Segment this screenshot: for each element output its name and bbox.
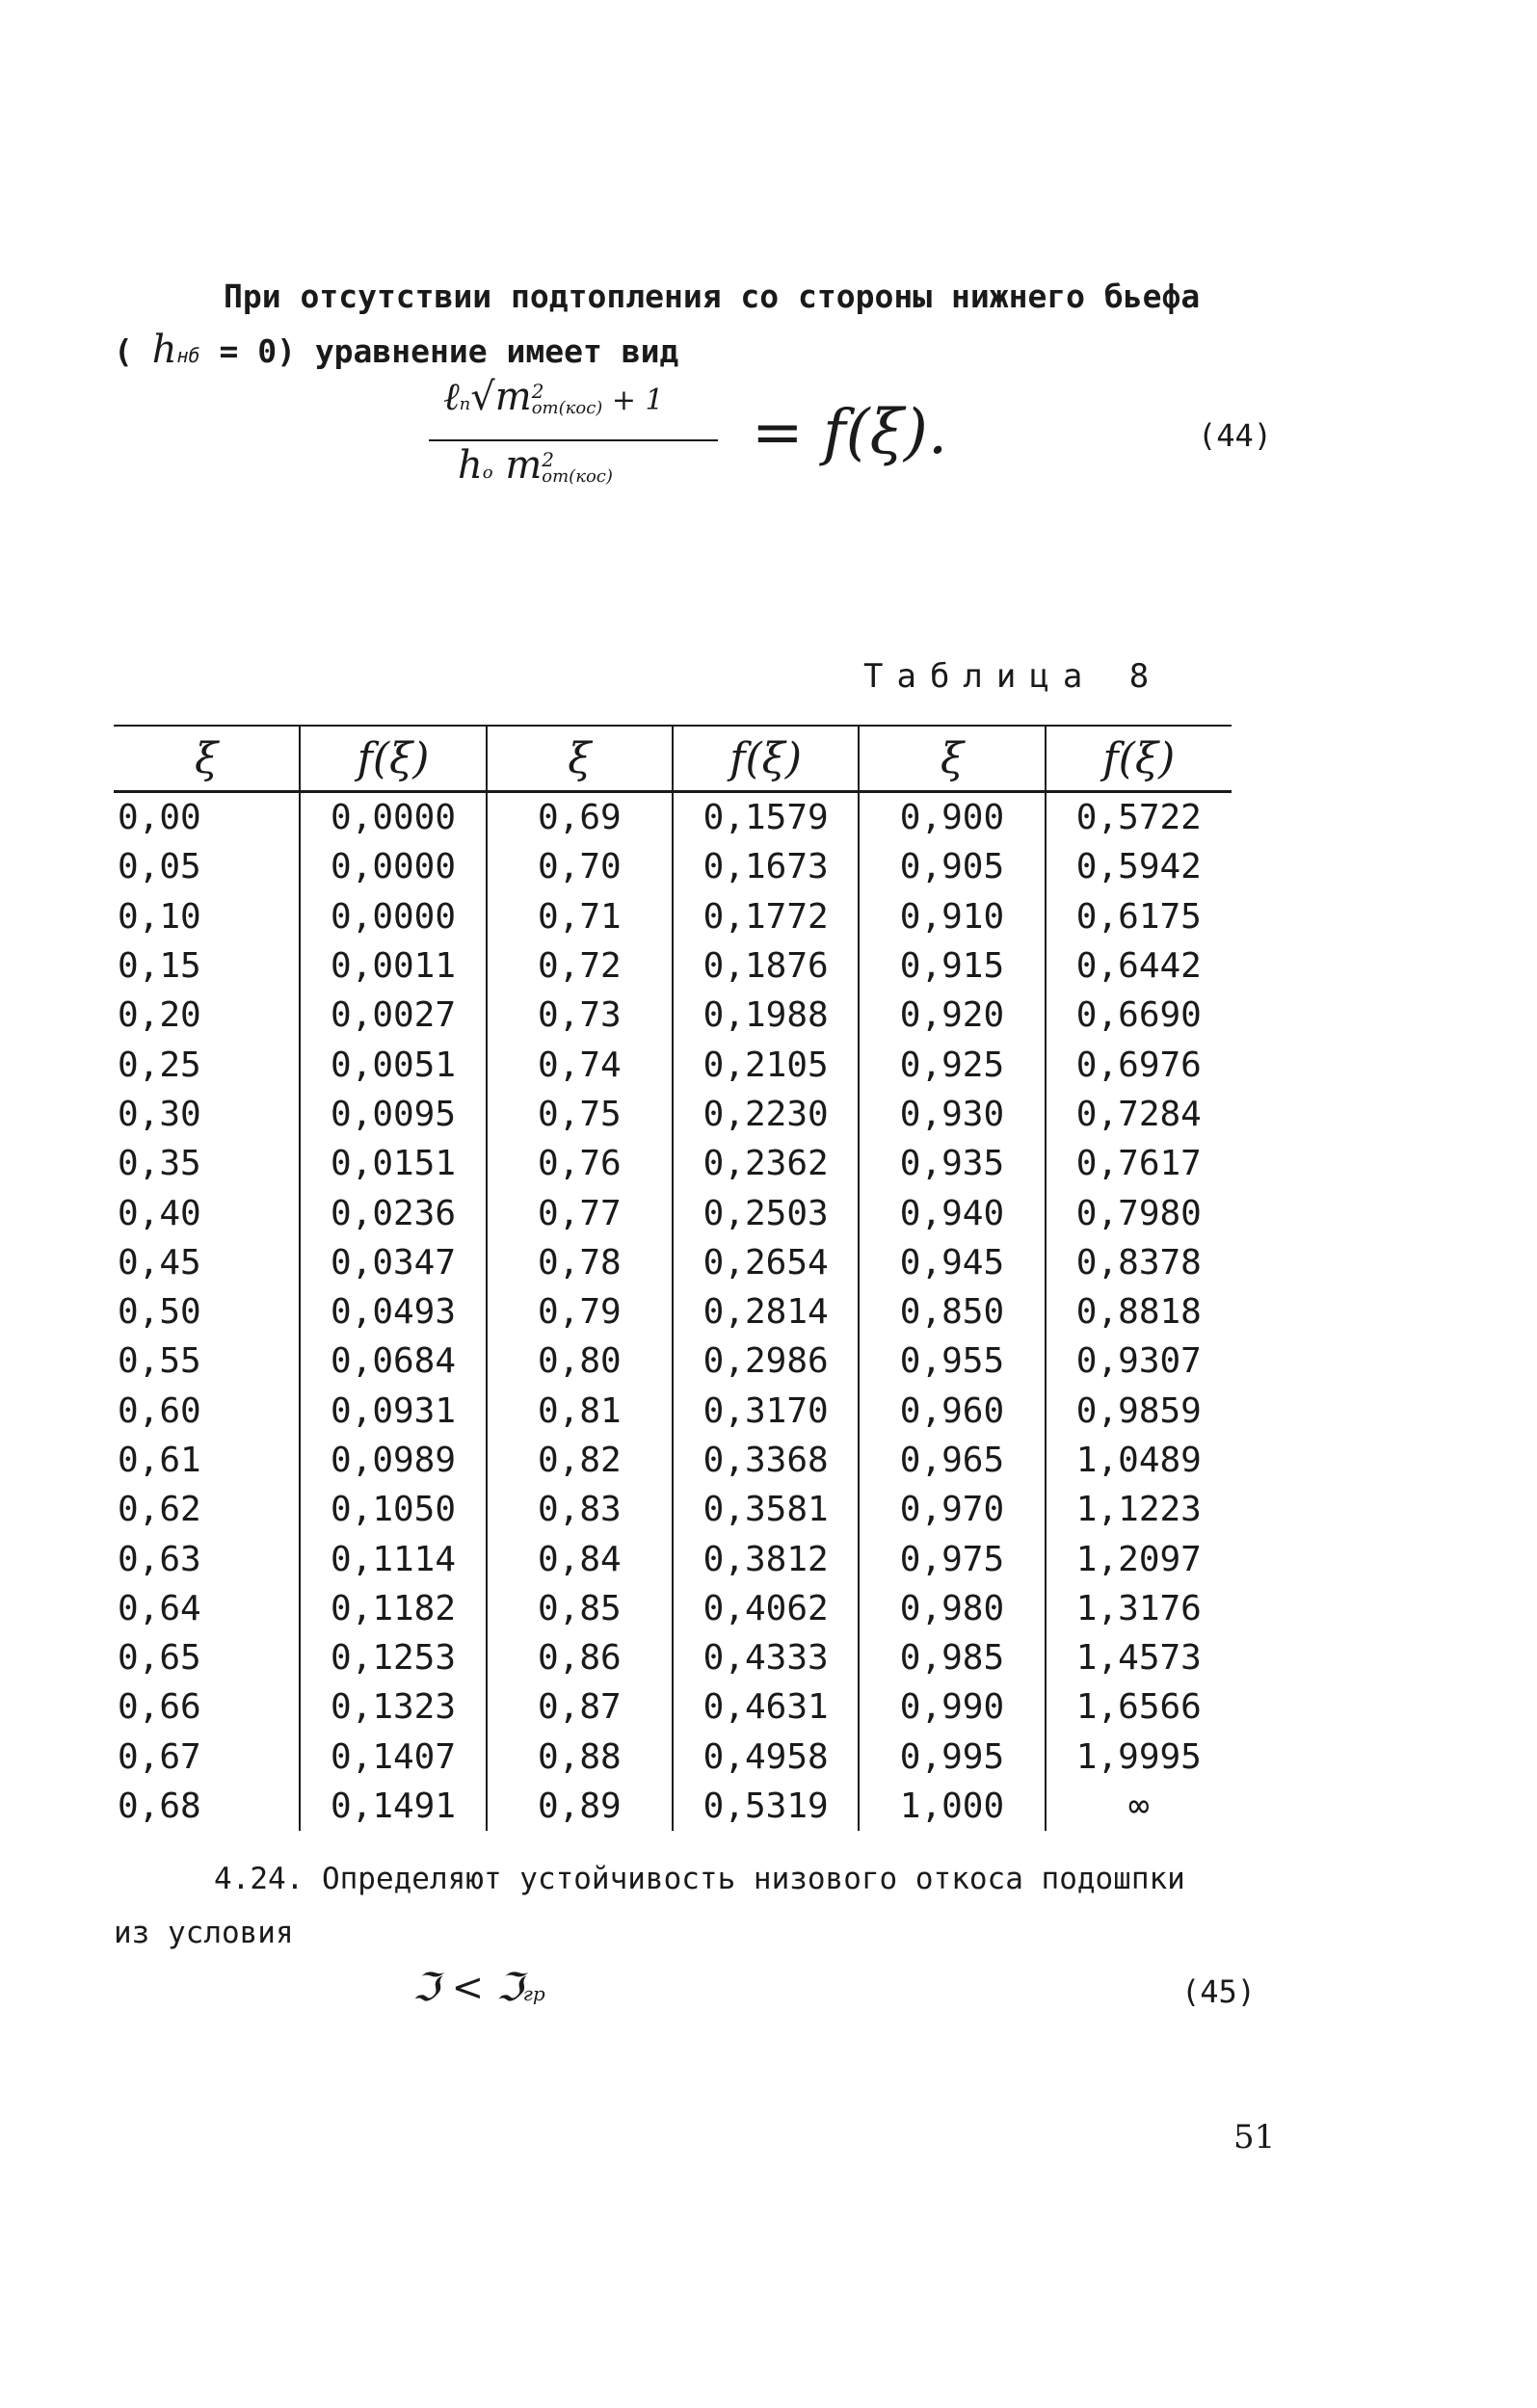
num-l-sub: п — [459, 394, 471, 414]
table-row — [114, 1040, 1232, 1089]
cell-f-2: 0,1772 — [673, 892, 859, 941]
cell-f-2: 0,2654 — [673, 1238, 859, 1287]
cell-xi-3: 0,960 — [859, 1387, 1045, 1436]
cell-f-3: 0,7980 — [1046, 1188, 1232, 1237]
cell-f-2: 0,1673 — [673, 842, 859, 891]
cell-f-1: 0,0151 — [300, 1139, 486, 1188]
cell-xi-2: 0,72 — [487, 941, 673, 991]
cell-f-3: 0,8818 — [1046, 1287, 1232, 1336]
cell-xi-1: 0,63 — [118, 1539, 201, 1579]
cell-xi-3: 0,940 — [859, 1188, 1045, 1237]
cell-f-1: 0,1182 — [300, 1584, 486, 1633]
cell-f-2: 0,4631 — [673, 1682, 859, 1732]
table-row — [114, 991, 1232, 1040]
cell-xi-3: 0,850 — [859, 1287, 1045, 1336]
table-row — [114, 1584, 1232, 1633]
cell-xi-1: 0,62 — [118, 1490, 201, 1530]
num-l: ℓ — [443, 375, 460, 419]
cell-f-3: ∞ — [1046, 1782, 1232, 1831]
header-xi-3: ξ — [859, 726, 1045, 792]
cell-xi-3: 0,915 — [859, 941, 1045, 991]
cell-f-1: 0,0493 — [300, 1287, 486, 1336]
cell-f-2: 0,3368 — [673, 1436, 859, 1485]
cell-xi-1: 0,55 — [118, 1341, 201, 1382]
cell-xi-1: 0,61 — [118, 1441, 201, 1480]
den-m-sup: 2 — [542, 448, 554, 471]
cell-f-3: 0,6690 — [1046, 991, 1232, 1040]
cell-xi-2: 0,71 — [487, 892, 673, 941]
table-row — [114, 1387, 1232, 1436]
table-header-row — [114, 726, 1232, 792]
cell-xi-2: 0,83 — [487, 1485, 673, 1534]
cell-xi-3: 0,965 — [859, 1436, 1045, 1485]
cell-f-1: 0,0000 — [300, 842, 486, 891]
formula-fraction — [424, 374, 723, 499]
cell-xi-2: 0,73 — [487, 991, 673, 1040]
page-number: 51 — [1233, 2118, 1276, 2157]
cell-f-2: 0,1988 — [673, 991, 859, 1040]
cell-f-2: 0,1579 — [673, 792, 859, 843]
cell-f-2: 0,4062 — [673, 1584, 859, 1633]
cell-f-1: 0,0684 — [300, 1336, 486, 1386]
cond-less-than: < — [438, 1966, 496, 2010]
cell-f-2: 0,3170 — [673, 1387, 859, 1436]
cell-xi-3: 0,970 — [859, 1485, 1045, 1534]
cell-f-1: 0,1491 — [300, 1782, 486, 1831]
cell-xi-1: 0,60 — [118, 1390, 201, 1431]
cell-f-2: 0,3581 — [673, 1485, 859, 1534]
cell-xi-1: 0,15 — [118, 946, 201, 987]
table-row — [114, 1682, 1232, 1732]
cell-xi-3: 0,925 — [859, 1040, 1045, 1089]
cell-xi-3: 0,920 — [859, 991, 1045, 1040]
num-plus: + 1 — [602, 384, 664, 417]
h-variable: h — [151, 328, 177, 372]
header-f-2: f(ξ) — [673, 726, 859, 792]
cell-xi-2: 0,85 — [487, 1584, 673, 1633]
cell-xi-3: 0,900 — [859, 792, 1045, 843]
cell-xi-2: 0,70 — [487, 842, 673, 891]
cell-f-1: 0,1114 — [300, 1534, 486, 1583]
cell-f-1: 0,0011 — [300, 941, 486, 991]
cell-xi-1: 0,35 — [118, 1144, 201, 1184]
cell-xi-1: 0,20 — [118, 995, 201, 1036]
cell-xi-2: 0,69 — [487, 792, 673, 843]
cell-xi-2: 0,76 — [487, 1139, 673, 1188]
cell-xi-3: 0,975 — [859, 1534, 1045, 1583]
cell-xi-2: 0,80 — [487, 1336, 673, 1386]
table-row — [114, 1336, 1232, 1386]
cell-f-3: 0,9307 — [1046, 1336, 1232, 1386]
stability-condition — [412, 1966, 545, 2010]
cell-f-3: 0,7617 — [1046, 1139, 1232, 1188]
cell-xi-3: 0,930 — [859, 1090, 1045, 1139]
intro-line-2 — [114, 328, 678, 372]
cell-xi-2: 0,88 — [487, 1733, 673, 1782]
cell-xi-1: 0,10 — [118, 896, 201, 937]
equation-number-44: (44) — [1197, 417, 1272, 454]
cell-xi-3: 0,945 — [859, 1238, 1045, 1287]
table-row — [114, 1534, 1232, 1583]
fraction-bar — [429, 439, 718, 441]
cell-f-2: 0,5319 — [673, 1782, 859, 1831]
h-subscript: нб — [176, 344, 200, 367]
cell-xi-3: 0,985 — [859, 1633, 1045, 1682]
cell-f-1: 0,0347 — [300, 1238, 486, 1287]
cell-xi-3: 0,910 — [859, 892, 1045, 941]
cell-xi-2: 0,89 — [487, 1782, 673, 1831]
cell-xi-2: 0,86 — [487, 1633, 673, 1682]
table-row — [114, 941, 1232, 991]
cell-xi-3: 1,000 — [859, 1782, 1045, 1831]
table-row — [114, 1238, 1232, 1287]
equation-number-45: (45) — [1181, 1973, 1257, 2010]
section-4-24-line-2: из условия — [114, 1916, 294, 1950]
cell-xi-3: 0,995 — [859, 1733, 1045, 1782]
cell-xi-1: 0,45 — [118, 1242, 201, 1283]
cell-f-3: 1,2097 — [1046, 1534, 1232, 1583]
cell-f-1: 0,0051 — [300, 1040, 486, 1089]
cell-f-3: 0,7284 — [1046, 1090, 1232, 1139]
table-8 — [114, 725, 1232, 1831]
cell-xi-1: 0,64 — [118, 1588, 201, 1628]
table-row — [114, 792, 1232, 843]
cell-f-3: 0,8378 — [1046, 1238, 1232, 1287]
cond-lhs: ℑ — [412, 1966, 439, 2010]
cell-f-2: 0,2814 — [673, 1287, 859, 1336]
cell-f-2: 0,3812 — [673, 1534, 859, 1583]
header-xi-2: ξ — [487, 726, 673, 792]
cell-f-1: 0,1050 — [300, 1485, 486, 1534]
cell-xi-2: 0,82 — [487, 1436, 673, 1485]
header-f-3: f(ξ) — [1046, 726, 1232, 792]
cell-f-1: 0,0931 — [300, 1387, 486, 1436]
cond-rhs: ℑ — [495, 1966, 523, 2010]
cell-f-1: 0,0000 — [300, 892, 486, 941]
cell-f-1: 0,0989 — [300, 1436, 486, 1485]
table-row — [114, 1139, 1232, 1188]
cell-f-1: 0,0027 — [300, 991, 486, 1040]
cell-f-1: 0,0236 — [300, 1188, 486, 1237]
cell-f-3: 0,6175 — [1046, 892, 1232, 941]
data-table — [114, 725, 1232, 1831]
cell-xi-3: 0,905 — [859, 842, 1045, 891]
num-m-sub: от(кос) — [531, 398, 603, 418]
sqrt-sign: √ — [470, 375, 495, 419]
cell-f-3: 0,6976 — [1046, 1040, 1232, 1089]
cell-f-1: 0,0095 — [300, 1090, 486, 1139]
cell-xi-1: 0,66 — [118, 1687, 201, 1728]
num-m: m — [494, 375, 532, 419]
header-f-1: f(ξ) — [300, 726, 486, 792]
cell-f-2: 0,2503 — [673, 1188, 859, 1237]
cell-f-3: 1,9995 — [1046, 1733, 1232, 1782]
intro-line-1: При отсутствии подтопления со стороны нижнего бьефа — [224, 278, 1201, 315]
cell-f-1: 0,0000 — [300, 792, 486, 843]
cell-f-2: 0,2105 — [673, 1040, 859, 1089]
cell-xi-2: 0,74 — [487, 1040, 673, 1089]
cell-xi-3: 0,990 — [859, 1682, 1045, 1732]
cell-xi-2: 0,77 — [487, 1188, 673, 1237]
table-row — [114, 1633, 1232, 1682]
table-row — [114, 1782, 1232, 1831]
cell-xi-3: 0,980 — [859, 1584, 1045, 1633]
cell-xi-1: 0,05 — [118, 847, 201, 887]
cell-xi-1: 0,25 — [118, 1045, 201, 1085]
table-row — [114, 1436, 1232, 1485]
table-row — [114, 1188, 1232, 1237]
cell-f-3: 1,0489 — [1046, 1436, 1232, 1485]
formula-numerator — [443, 374, 664, 419]
cell-xi-2: 0,78 — [487, 1238, 673, 1287]
cell-f-2: 0,1876 — [673, 941, 859, 991]
formula-rhs: = f(ξ). — [752, 397, 948, 468]
table-row — [114, 1485, 1232, 1534]
table-row — [114, 1090, 1232, 1139]
cell-f-3: 1,3176 — [1046, 1584, 1232, 1633]
cell-xi-1: 0,30 — [118, 1094, 201, 1134]
cell-xi-3: 0,935 — [859, 1139, 1045, 1188]
cell-f-2: 0,2986 — [673, 1336, 859, 1386]
den-h: h — [458, 443, 483, 488]
num-m-sup: 2 — [531, 380, 544, 403]
cell-xi-2: 0,81 — [487, 1387, 673, 1436]
cell-f-3: 1,6566 — [1046, 1682, 1232, 1732]
cell-f-1: 0,1323 — [300, 1682, 486, 1732]
table-caption: Таблица 8 — [863, 657, 1163, 696]
cell-f-3: 1,1223 — [1046, 1485, 1232, 1534]
cell-xi-2: 0,75 — [487, 1090, 673, 1139]
den-m: m — [492, 443, 543, 488]
cell-xi-1: 0,40 — [118, 1193, 201, 1233]
cell-f-2: 0,4958 — [673, 1733, 859, 1782]
cell-f-2: 0,2230 — [673, 1090, 859, 1139]
cond-rhs-sub: гр — [522, 1982, 545, 2005]
cell-f-3: 0,9859 — [1046, 1387, 1232, 1436]
cell-xi-2: 0,79 — [487, 1287, 673, 1336]
cell-xi-1: 0,65 — [118, 1638, 201, 1679]
cell-f-1: 0,1407 — [300, 1733, 486, 1782]
cell-f-3: 0,5722 — [1046, 792, 1232, 843]
cell-xi-1: 0,00 — [118, 798, 201, 838]
cell-f-3: 0,6442 — [1046, 941, 1232, 991]
cell-f-2: 0,4333 — [673, 1633, 859, 1682]
cell-xi-2: 0,84 — [487, 1534, 673, 1583]
table-row — [114, 892, 1232, 941]
intro-line-2-rest: = 0) уравнение имеет вид — [199, 332, 679, 370]
table-row — [114, 1733, 1232, 1782]
cell-f-3: 0,5942 — [1046, 842, 1232, 891]
table-row — [114, 842, 1232, 891]
cell-xi-1: 0,68 — [118, 1786, 201, 1827]
cell-xi-2: 0,87 — [487, 1682, 673, 1732]
den-h-sub: о — [482, 463, 493, 483]
cell-f-3: 1,4573 — [1046, 1633, 1232, 1682]
formula-44 — [424, 374, 1272, 499]
table-row — [114, 1287, 1232, 1336]
paren-open: ( — [114, 332, 152, 370]
cell-xi-1: 0,67 — [118, 1736, 201, 1777]
formula-denominator — [458, 443, 613, 488]
cell-f-2: 0,2362 — [673, 1139, 859, 1188]
cell-xi-3: 0,955 — [859, 1336, 1045, 1386]
cell-f-1: 0,1253 — [300, 1633, 486, 1682]
den-m-sub: от(кос) — [542, 466, 613, 487]
cell-xi-1: 0,50 — [118, 1292, 201, 1333]
header-xi-1: ξ — [114, 726, 300, 792]
section-4-24-line-1: 4.24. Определяют устойчивость низового откоса подошпки — [214, 1862, 1185, 1896]
